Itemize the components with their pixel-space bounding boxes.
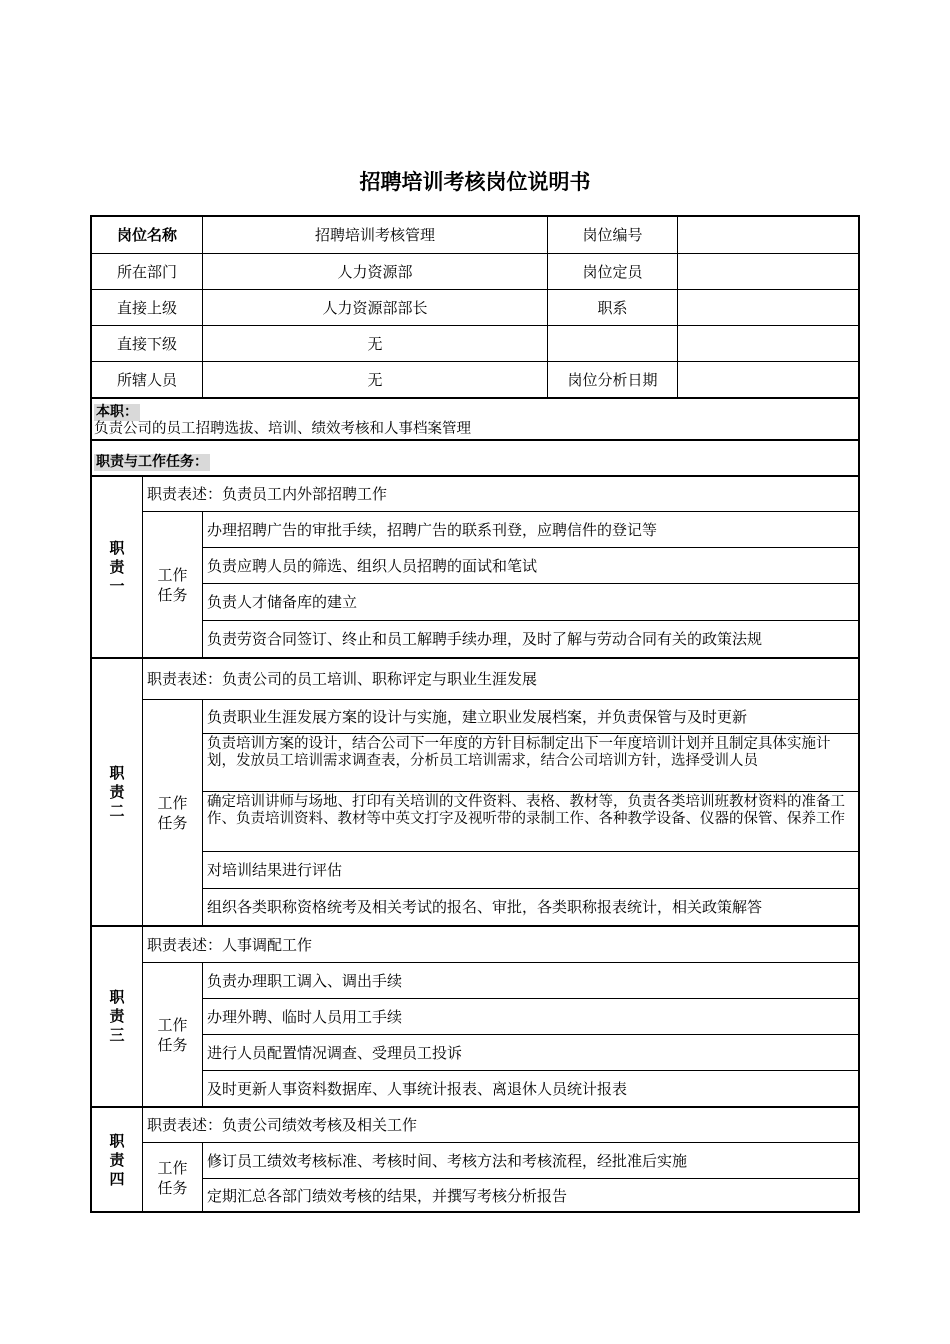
header-value-supervisor: 人力资源部部长 <box>202 289 547 325</box>
header-value-position-name: 招聘培训考核管理 <box>202 217 547 253</box>
duty-2-task-5: 组织各类职称资格统考及相关考试的报名、审批，各类职称报表统计，相关政策解答 <box>202 888 860 925</box>
duty-4-desc: 职责表述：负责公司绩效考核及相关工作 <box>142 1106 860 1142</box>
duty-4-task-1: 修订员工绩效考核标准、考核时间、考核方法和考核流程，经批准后实施 <box>202 1142 860 1178</box>
duty-2-task-label: 工作任务 <box>157 793 188 832</box>
header-value-empty <box>677 325 860 361</box>
duty-2-task-1: 负责职业生涯发展方案的设计与实施，建立职业发展档案，并负责保管与及时更新 <box>202 699 860 733</box>
main-duty-label: 本职： <box>96 404 138 420</box>
duty-1-desc: 职责表述：负责员工内外部招聘工作 <box>142 475 860 511</box>
duty-2-name-cell <box>92 657 142 925</box>
header-label-position-code: 岗位编号 <box>547 217 677 253</box>
header-label-staff: 所辖人员 <box>92 361 202 397</box>
duty-3-desc: 职责表述：人事调配工作 <box>142 925 860 962</box>
duty-3-task-1: 负责办理职工调入、调出手续 <box>202 962 860 998</box>
duty-2-task-4: 对培训结果进行评估 <box>202 851 860 888</box>
duty-1-task-2: 负责应聘人员的筛选、组织人员招聘的面试和笔试 <box>202 547 860 583</box>
header-label-department: 所在部门 <box>92 253 202 289</box>
duty-4-name-cell <box>92 1106 142 1213</box>
duty-3-name: 职责三 <box>109 988 125 1044</box>
header-label-analysis-date: 岗位分析日期 <box>547 361 677 397</box>
duty-4-task-2: 定期汇总各部门绩效考核的结果，并撰写考核分析报告 <box>202 1178 860 1213</box>
duty-3-task-4: 及时更新人事资料数据库、人事统计报表、离退休人员统计报表 <box>202 1070 860 1106</box>
duty-2-name: 职责二 <box>109 763 125 820</box>
duties-section-label: 职责与工作任务： <box>96 454 208 470</box>
header-value-headcount <box>677 253 860 289</box>
header-label-position-name: 岗位名称 <box>116 226 177 244</box>
header-value-analysis-date <box>677 361 860 397</box>
main-duty-section <box>92 397 860 439</box>
header-label-subordinate: 直接下级 <box>92 325 202 361</box>
duty-3-task-label: 工作任务 <box>157 1015 188 1054</box>
duty-4-name: 职责四 <box>109 1132 125 1188</box>
duty-1-task-3: 负责人才储备库的建立 <box>202 583 860 620</box>
duty-3-task-3: 进行人员配置情况调查、受理员工投诉 <box>202 1034 860 1070</box>
duty-3-task-label-cell <box>142 962 202 1106</box>
header-value-staff: 无 <box>202 361 547 397</box>
job-description-table <box>90 215 860 1213</box>
duty-1-name: 职责一 <box>109 538 125 595</box>
duty-1-task-label-cell <box>142 511 202 657</box>
duties-section-header <box>92 439 860 475</box>
header-value-position-code <box>677 217 860 253</box>
page-title: 招聘培训考核岗位说明书 <box>359 170 591 194</box>
header-value-department: 人力资源部 <box>202 253 547 289</box>
header-label-empty <box>547 325 677 361</box>
duty-4-task-label-cell <box>142 1142 202 1213</box>
duty-1-task-1: 办理招聘广告的审批手续，招聘广告的联系刊登，应聘信件的登记等 <box>202 511 860 547</box>
duty-1-name-cell <box>92 475 142 657</box>
duty-2-desc: 职责表述：负责公司的员工培训、职称评定与职业生涯发展 <box>142 657 860 699</box>
header-value-job-family <box>677 289 860 325</box>
duty-2-task-3: 确定培训讲师与场地、打印有关培训的文件资料、表格、教材等，负责各类培训班教材资料的准备工作、负责培训资料、教材等中英文打字及视听带的录制工作、各种教学设备、仪器的保管、保养工作 <box>202 791 860 851</box>
duty-1-task-label: 工作任务 <box>157 565 188 604</box>
header-value-subordinate: 无 <box>202 325 547 361</box>
duty-2-task-label-cell <box>142 699 202 925</box>
duty-4-task-label: 工作任务 <box>157 1159 188 1197</box>
main-duty-text: 负责公司的员工招聘选拔、培训、绩效考核和人事档案管理 <box>94 421 471 437</box>
duty-3-task-2: 办理外聘、临时人员用工手续 <box>202 998 860 1034</box>
header-label-supervisor: 直接上级 <box>92 289 202 325</box>
duty-3-name-cell <box>92 925 142 1106</box>
header-label-job-family: 职系 <box>547 289 677 325</box>
duty-2-task-2: 负责培训方案的设计，结合公司下一年度的方针目标制定出下一年度培训计划并且制定具体实施计划，发放员工培训需求调查表，分析员工培训需求，结合公司培训方针，选择受训人员 <box>202 733 860 791</box>
header-label-headcount: 岗位定员 <box>547 253 677 289</box>
duty-1-task-4: 负责劳资合同签订、终止和员工解聘手续办理，及时了解与劳动合同有关的政策法规 <box>202 620 860 657</box>
